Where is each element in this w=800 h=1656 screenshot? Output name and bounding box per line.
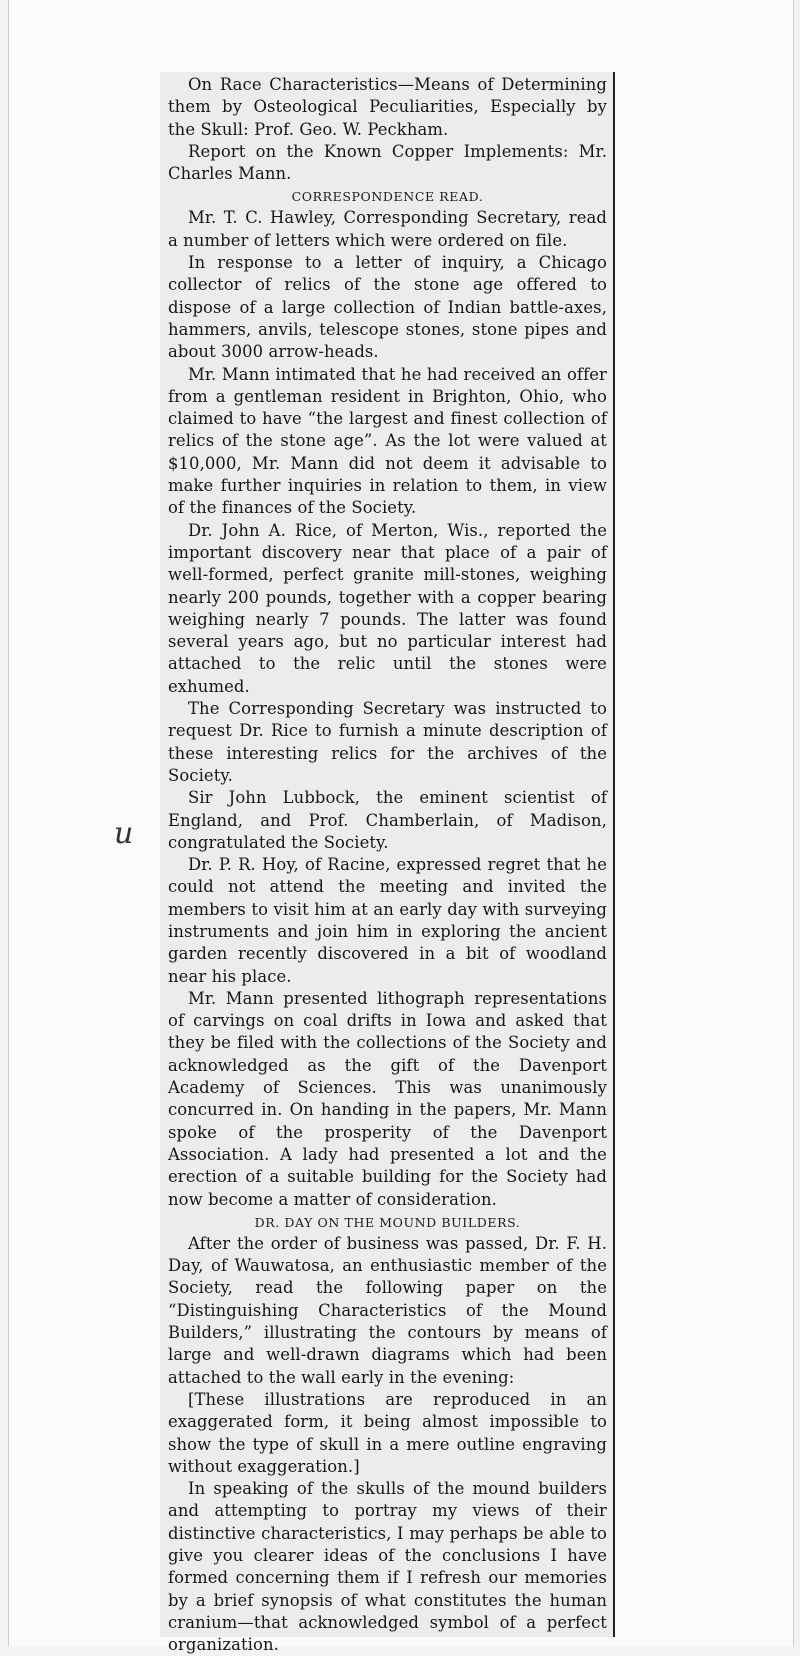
handwritten-margin-mark: u <box>114 816 134 851</box>
article-paragraph: Sir John Lubbock, the eminent scientist of England, and Prof. Chamberlain, of Madison, congratulated the Society. <box>168 788 607 852</box>
article-paragraph: Dr. John A. Rice, of Merton, Wis., reported the important discovery near that place of a pair of well-formed, perfect granite mill-stones, weighing nearly 200 pounds, together with a copper bearing weighing nearly 7 pounds. The latter was found several years ago, but no particular interest had attached to the relic until the stones were exhumed. <box>168 520 607 696</box>
article-paragraph: The Corresponding Secretary was instructed to request Dr. Rice to furnish a minute description of these interesting relics for the archives of the Society. <box>168 699 607 785</box>
article-paragraph: Report on the Known Copper Implements: Mr. Charles Mann. <box>168 141 607 184</box>
article-paragraph: Dr. P. R. Hoy, of Racine, expressed regret that he could not attend the meeting and invited the members to visit him at an early day with surveying instruments and join him in exploring the ancient garden recently discovered in a bit of woodland near his place. <box>168 855 607 986</box>
article-paragraph: In speaking of the skulls of the mound builders and attempting to portray my views of their distinctive characteristics, I may perhaps be able to give you clearer ideas of the conclusions I have formed concerning them if I refresh our memories by a brief synopsis of what constitutes the human cranium—that acknowledged symbol of a perfect organization. <box>168 1479 607 1655</box>
article-paragraph: Mr. Mann intimated that he had received an offer from a gentleman resident in Brighton, Ohio, who claimed to have “the largest and finest collection of relics of the stone age”. As the lot were valued at $10,000, Mr. Mann did not deem it advisable to make further inquiries in relation to them, in view of the finances of the Society. <box>168 364 607 518</box>
newspaper-clipping <box>160 72 615 1655</box>
article-paragraph: Mr. Mann presented lithograph representations of carvings on coal drifts in Iowa and asked that they be filed with the collections of the Society and acknowledged as the gift of the Davenport Academy of Sciences. This was unanimously concurred in. On handing in the papers, Mr. Mann spoke of the prosperity of the Davenport Association. A lady had presented a lot and the erection of a suitable building for the Society had now become a matter of consideration. <box>168 988 607 1209</box>
article-paragraph: On Race Characteristics—Means of Determining them by Osteological Peculiarities, Especially by the Skull: Prof. Geo. W. Peckham. <box>168 75 607 139</box>
section-heading: DR. DAY ON THE MOUND BUILDERS. <box>254 1214 521 1230</box>
article-paragraph: In response to a letter of inquiry, a Chicago collector of relics of the stone age offered to dispose of a large collection of Indian battle-axes, hammers, anvils, telescope stones, stone pipes and about 3000 arrow-heads. <box>168 253 607 362</box>
article-paragraph: [These illustrations are reproduced in an exaggerated form, it being almost impossible to show the type of skull in a mere outline engraving without exaggeration.] <box>168 1389 607 1476</box>
article-paragraph: After the order of business was passed, Dr. F. H. Day, of Wauwatosa, an enthusiastic member of the Society, read the following paper on the “Distinguishing Characteristics of the Mound Builders,” illustrating the contours by means of large and well-drawn diagrams which had been attached to the wall early in the evening: <box>168 1233 607 1387</box>
article-paragraph: Mr. T. C. Hawley, Corresponding Secretary, read a number of letters which were ordered on file. <box>168 208 607 250</box>
section-heading: CORRESPONDENCE READ. <box>291 189 484 205</box>
